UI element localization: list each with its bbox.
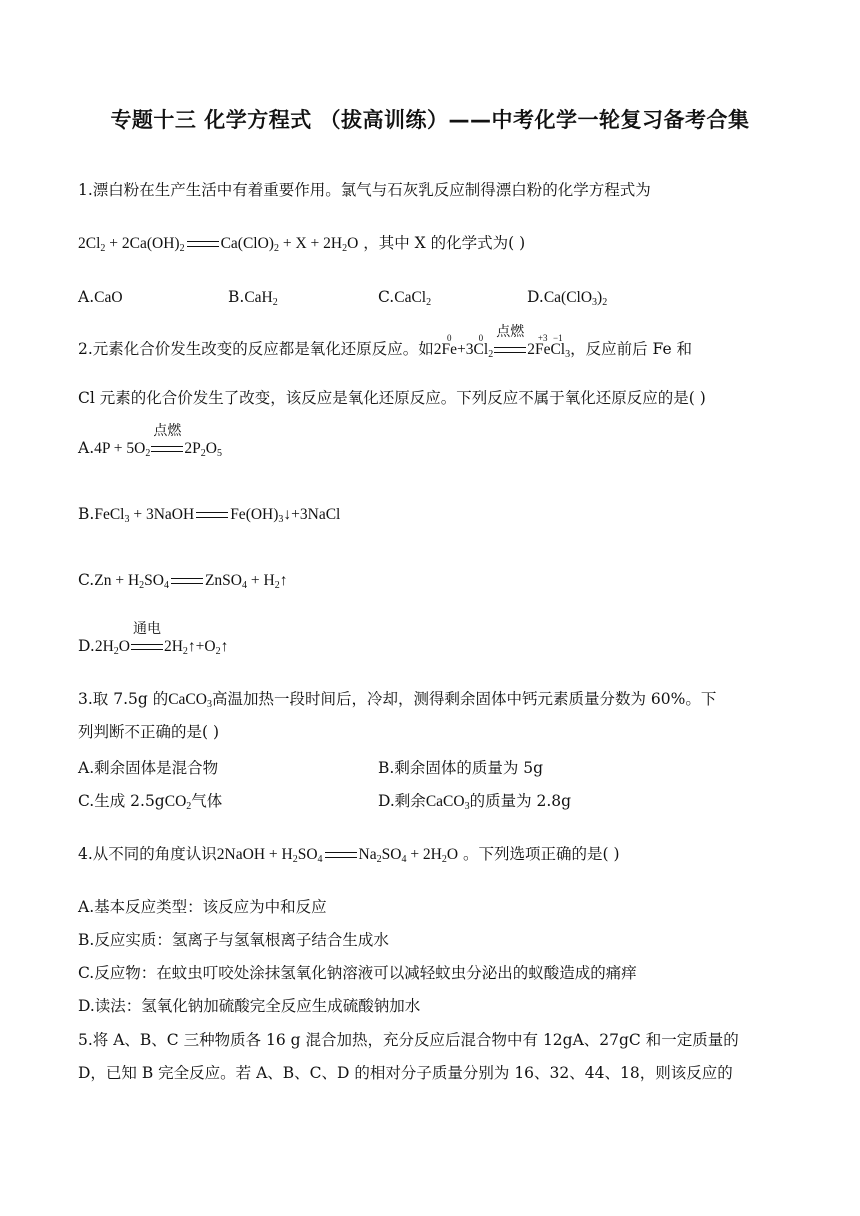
- q3-option-a[interactable]: A.剩余固体是混合物: [78, 759, 219, 777]
- q2-stem-text: 2.元素化合价发生改变的反应都是氧化还原反应。如: [78, 340, 434, 358]
- q2-stem-line1: [78, 325, 693, 361]
- q1-option-d[interactable]: $D.Ca(ClO_3)_2$: [527, 288, 608, 308]
- q4-option-c[interactable]: C.反应物：在蚊虫叮咬处涂抹氢氧化钠溶液可以减轻蚊虫分泌出的蚁酸造成的痛痒: [78, 964, 637, 982]
- q2-option-b[interactable]: B.FeCl$_3$ + 3NaOH $Fe(OH)_3↓+3NaCl$: [78, 505, 341, 525]
- q5-stem-line2: D，已知 B 完全反应。若 A、B、C、D 的相对分子质量分别为 16、32、44、18，则该反应的: [78, 1064, 733, 1082]
- q3-stem-line1: 3.取 7.5g 的CaCO$_3$高温加热一段时间后，冷却，测得剩余固体中钙元素质量分数为 60%。下: [78, 690, 717, 710]
- q2-stem-tail: ，反应前后 Fe 和: [570, 340, 693, 358]
- page-title: 专题十三 化学方程式 （拔高训练）——中考化学一轮复习备考合集: [110, 108, 750, 132]
- q1-stem-text: 1.漂白粉在生产生活中有着重要作用。氯气与石灰乳反应制得漂白粉的化学方程式为: [78, 181, 651, 199]
- q1-equation: $2Cl_2 + 2Ca(OH)_2$ $Ca(ClO)_2 + X + 2H_2O$: [78, 235, 359, 254]
- q1-stem-tail: ，其中 X 的化学式为( ): [363, 234, 526, 252]
- q1-stem-line1: [78, 179, 651, 201]
- q2-option-d[interactable]: $D.2H_2O$ 通电 $2H_2↑+O_2↑$: [78, 622, 229, 657]
- q2-equation: 2 0 Fe+3 0 $Cl_2$ 点燃 2 +3 Fe −1 $Cl_3$: [433, 325, 571, 360]
- q3-option-b[interactable]: B.剩余固体的质量为 5g: [378, 759, 544, 777]
- q3-option-d[interactable]: D.剩余CaCO$_3$的质量为 2.8g: [378, 792, 572, 812]
- q1-option-b[interactable]: B.CaH$_2$: [228, 288, 278, 308]
- q4-option-b[interactable]: B.反应实质：氢离子与氢氧根离子结合生成水: [78, 931, 389, 949]
- q1-option-a[interactable]: A.CaO: [78, 288, 123, 306]
- q1-option-c[interactable]: C.CaCl$_2$: [378, 288, 432, 308]
- q3-stem-line2: 列判断不正确的是( ): [78, 723, 220, 741]
- q1-stem-line2: [78, 232, 525, 255]
- q4-option-a[interactable]: A.基本反应类型：该反应为中和反应: [78, 898, 327, 916]
- q3-option-c[interactable]: C.生成 2.5gCO$_2$气体: [78, 792, 223, 812]
- q4-equation: 2NaOH + $H_2SO_4$ $Na_2SO_4 + 2H_2O$: [216, 846, 459, 865]
- q2-stem-line2: Cl 元素的化合价发生了改变，该反应是氧化还原反应。下列反应不属于氧化还原反应的是( ): [78, 389, 706, 407]
- q2-option-a[interactable]: $A.4P + 5O_2$ 点燃 $2P_2O_5$: [78, 424, 222, 459]
- q4-stem: 4.从不同的角度认识2NaOH + $H_2SO_4$ $Na_2SO_4 + 2H_2O$ 。下列选项正确的是( ): [78, 845, 620, 865]
- q2-option-c[interactable]: $C.Zn + H_2SO_4$ ZnSO$_4$ + $H_2↑$: [78, 571, 288, 591]
- q5-stem-line1: 5.将 A、B、C 三种物质各 16 g 混合加热，充分反应后混合物中有 12gA、27gC 和一定质量的: [78, 1031, 739, 1049]
- q4-option-d[interactable]: D.读法：氢氧化钠加硫酸完全反应生成硫酸钠加水: [78, 997, 421, 1015]
